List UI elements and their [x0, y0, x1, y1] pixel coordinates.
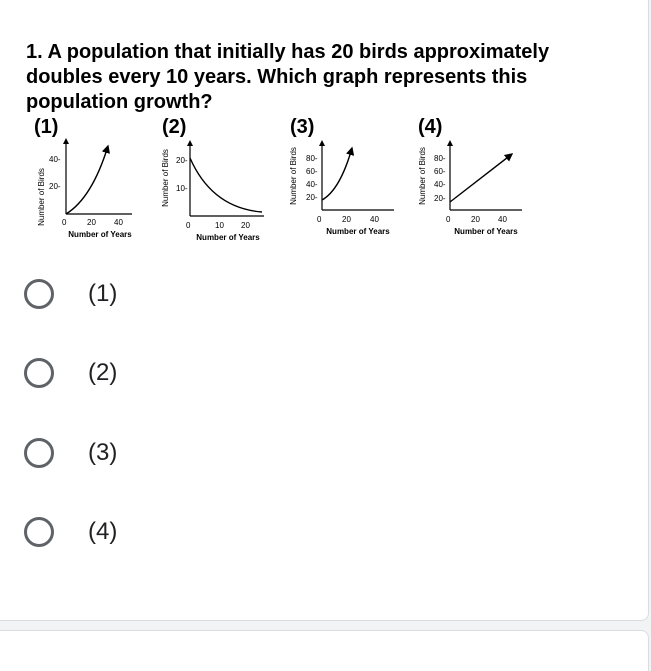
- graph-2-xlabel: Number of Years: [196, 233, 260, 242]
- option-2[interactable]: [24, 356, 117, 390]
- next-question-card: [0, 630, 649, 671]
- graph-1-ytick-0: 40-: [49, 155, 61, 164]
- option-3[interactable]: [24, 436, 117, 470]
- graph-1: [37, 138, 132, 239]
- graph-3-ytick-0: 80-: [306, 154, 318, 163]
- radio-3[interactable]: [24, 438, 54, 468]
- option-3-label: (3): [88, 439, 118, 466]
- graph-3-curve: [322, 148, 352, 200]
- graph-1-xtick-2: 40: [114, 218, 123, 227]
- radio-1[interactable]: [24, 279, 54, 309]
- graph-2-xtick-2: 20: [241, 221, 250, 230]
- graph-2-ylabel: Number of Birds: [161, 149, 170, 207]
- graph-1-xlabel: Number of Years: [68, 230, 132, 239]
- graph-4-ylabel: Number of Birds: [418, 147, 427, 205]
- graphs-figure: [0, 0, 651, 260]
- option-1[interactable]: [24, 277, 117, 311]
- graph-2-xtick-1: 10: [215, 221, 224, 230]
- graph-3-xtick-0: 0: [317, 215, 322, 224]
- graph-1-ytick-1: 20-: [49, 182, 61, 191]
- option-2-label: (2): [88, 359, 118, 386]
- graph-1-xtick-1: 20: [87, 218, 96, 227]
- graph-1-ylabel: Number of Birds: [37, 168, 46, 226]
- graph-2: [161, 140, 264, 242]
- graph-3-ylabel: Number of Birds: [289, 147, 298, 205]
- radio-4[interactable]: [24, 517, 54, 547]
- graph-4-label: (4): [418, 116, 443, 138]
- graph-4-xtick-2: 40: [498, 215, 507, 224]
- option-4[interactable]: [24, 515, 117, 549]
- graph-2-ytick-0: 20-: [176, 156, 188, 165]
- graph-2-ytick-1: 10-: [176, 184, 188, 193]
- graph-2-label: (2): [162, 116, 187, 138]
- question-text: 1. A population that initially has 20 birds approximately doubles every 10 years. Which graph represents this population growth?: [26, 41, 550, 113]
- graph-3-label: (3): [290, 116, 315, 138]
- graph-4: [418, 140, 522, 236]
- option-1-label: (1): [88, 280, 118, 307]
- radio-2[interactable]: [24, 358, 54, 388]
- graph-2-curve: [190, 158, 262, 212]
- graph-4-ytick-2: 40-: [434, 180, 446, 189]
- graph-4-ytick-1: 60-: [434, 167, 446, 176]
- graph-1-xtick-0: 0: [62, 218, 67, 227]
- option-4-label: (4): [88, 518, 118, 545]
- graph-4-xlabel: Number of Years: [454, 227, 518, 236]
- graph-4-xtick-0: 0: [446, 215, 451, 224]
- graph-3-xtick-1: 20: [342, 215, 351, 224]
- graph-3-ytick-2: 40-: [306, 180, 318, 189]
- graph-2-xtick-0: 0: [186, 221, 191, 230]
- graph-3: [289, 140, 394, 236]
- graph-3-xtick-2: 40: [370, 215, 379, 224]
- graph-1-label: (1): [34, 116, 59, 138]
- graph-3-ytick-3: 20-: [306, 193, 318, 202]
- graph-3-ytick-1: 60-: [306, 167, 318, 176]
- graph-3-xlabel: Number of Years: [326, 227, 390, 236]
- graph-4-ytick-3: 20-: [434, 194, 446, 203]
- graph-1-curve: [66, 146, 108, 214]
- graph-4-xtick-1: 20: [471, 215, 480, 224]
- graph-4-ytick-0: 80-: [434, 154, 446, 163]
- graph-4-line: [450, 154, 512, 202]
